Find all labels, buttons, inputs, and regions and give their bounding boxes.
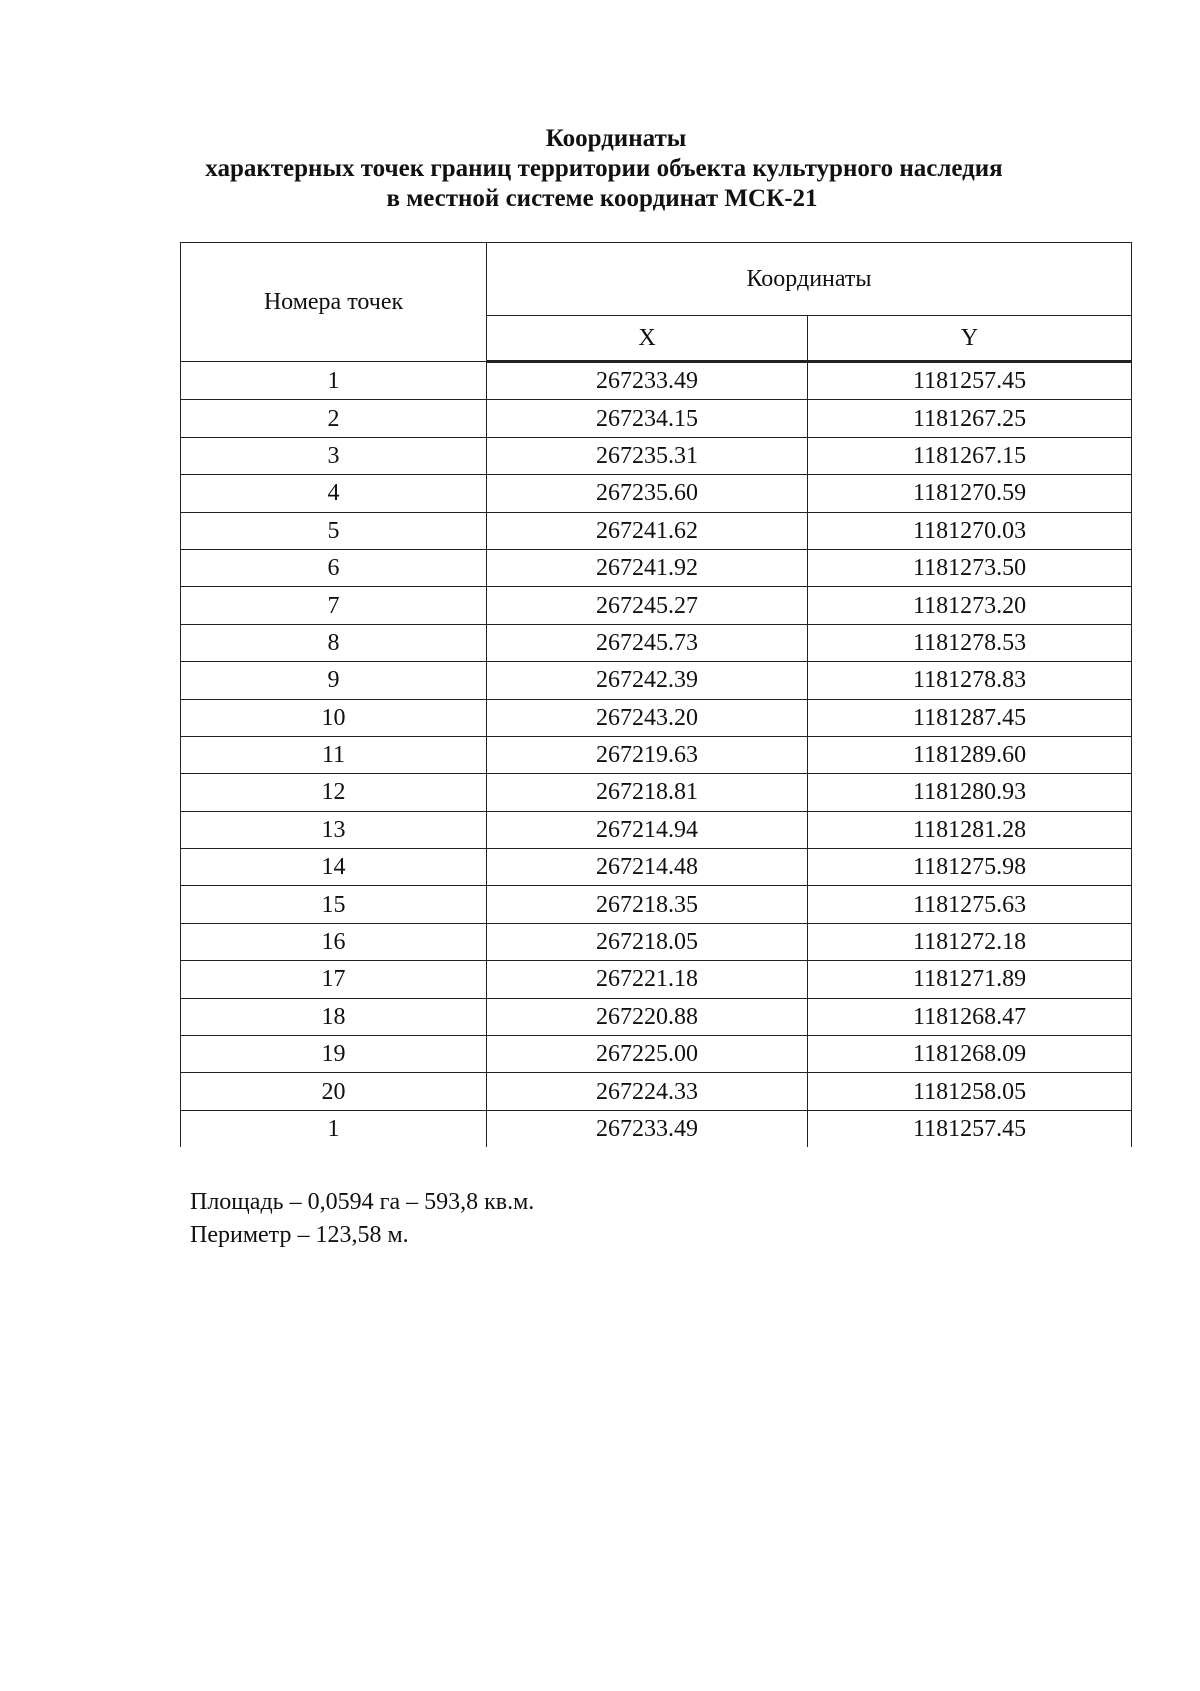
- y-coordinate-cell: 1181272.18: [808, 923, 1132, 960]
- table-row: [181, 699, 1132, 736]
- point-number-cell: 12: [181, 774, 487, 811]
- table-row: [181, 624, 1132, 661]
- x-coordinate-cell: 267242.39: [487, 662, 808, 699]
- y-coordinate-cell: 1181258.05: [808, 1073, 1132, 1110]
- y-coordinate-cell: 1181268.09: [808, 1036, 1132, 1073]
- point-number-cell: 9: [181, 662, 487, 699]
- y-coordinate-cell: 1181278.83: [808, 662, 1132, 699]
- table-row: [181, 549, 1132, 586]
- y-coordinate-cell: 1181257.45: [808, 1110, 1132, 1147]
- y-coordinate-cell: 1181267.15: [808, 437, 1132, 474]
- point-number-cell: 1: [181, 362, 487, 400]
- table-row: [181, 961, 1132, 998]
- y-coordinate-cell: 1181278.53: [808, 624, 1132, 661]
- table-row: [181, 1036, 1132, 1073]
- table-row: [181, 774, 1132, 811]
- point-number-cell: 14: [181, 849, 487, 886]
- y-coordinate-cell: 1181289.60: [808, 736, 1132, 773]
- point-number-cell: 10: [181, 699, 487, 736]
- table-row: [181, 362, 1132, 400]
- x-coordinate-cell: 267218.81: [487, 774, 808, 811]
- y-coordinate-cell: 1181275.98: [808, 849, 1132, 886]
- x-coordinate-cell: 267224.33: [487, 1073, 808, 1110]
- x-coordinate-cell: 267218.05: [487, 923, 808, 960]
- summary-block: [190, 1186, 534, 1252]
- x-coordinate-cell: 267214.48: [487, 849, 808, 886]
- y-coordinate-cell: 1181271.89: [808, 961, 1132, 998]
- header-point-numbers: Номера точек: [181, 243, 487, 362]
- x-coordinate-cell: 267241.62: [487, 512, 808, 549]
- table-row: [181, 736, 1132, 773]
- table-row: [181, 662, 1132, 699]
- table-row: [181, 400, 1132, 437]
- x-coordinate-cell: 267214.94: [487, 811, 808, 848]
- y-coordinate-cell: 1181275.63: [808, 886, 1132, 923]
- table-row: [181, 437, 1132, 474]
- y-coordinate-cell: 1181280.93: [808, 774, 1132, 811]
- point-number-cell: 8: [181, 624, 487, 661]
- perimeter-text: Периметр – 123,58 м.: [190, 1222, 409, 1248]
- x-coordinate-cell: 267218.35: [487, 886, 808, 923]
- point-number-cell: 2: [181, 400, 487, 437]
- x-coordinate-cell: 267245.73: [487, 624, 808, 661]
- x-coordinate-cell: 267225.00: [487, 1036, 808, 1073]
- point-number-cell: 4: [181, 475, 487, 512]
- point-number-cell: 17: [181, 961, 487, 998]
- point-number-cell: 3: [181, 437, 487, 474]
- y-coordinate-cell: 1181273.50: [808, 549, 1132, 586]
- x-coordinate-cell: 267235.60: [487, 475, 808, 512]
- x-coordinate-cell: 267233.49: [487, 362, 808, 400]
- title-line-3: в местной системе координат МСК-21: [386, 185, 818, 212]
- title-line-2: характерных точек границ территории объекта культурного наследия: [205, 155, 1003, 182]
- point-number-cell: 16: [181, 923, 487, 960]
- table-row: [181, 849, 1132, 886]
- point-number-cell: 13: [181, 811, 487, 848]
- header-x: X: [487, 316, 808, 362]
- table-body: [181, 362, 1132, 1148]
- coordinates-table: [180, 242, 1132, 1147]
- point-number-cell: 20: [181, 1073, 487, 1110]
- x-coordinate-cell: 267233.49: [487, 1110, 808, 1147]
- header-coordinates: Координаты: [487, 243, 1132, 316]
- document-title: [0, 124, 1200, 214]
- point-number-cell: 5: [181, 512, 487, 549]
- point-number-cell: 6: [181, 549, 487, 586]
- point-number-cell: 7: [181, 587, 487, 624]
- table-row: [181, 1110, 1132, 1147]
- header-y: Y: [808, 316, 1132, 362]
- x-coordinate-cell: 267220.88: [487, 998, 808, 1035]
- table-row: [181, 475, 1132, 512]
- table-row: [181, 998, 1132, 1035]
- table-row: [181, 923, 1132, 960]
- y-coordinate-cell: 1181270.59: [808, 475, 1132, 512]
- point-number-cell: 11: [181, 736, 487, 773]
- x-coordinate-cell: 267234.15: [487, 400, 808, 437]
- table-row: [181, 886, 1132, 923]
- y-coordinate-cell: 1181281.28: [808, 811, 1132, 848]
- y-coordinate-cell: 1181268.47: [808, 998, 1132, 1035]
- y-coordinate-cell: 1181273.20: [808, 587, 1132, 624]
- title-line-1: Координаты: [545, 125, 687, 152]
- y-coordinate-cell: 1181287.45: [808, 699, 1132, 736]
- table-row: [181, 811, 1132, 848]
- point-number-cell: 1: [181, 1110, 487, 1147]
- table-row: [181, 587, 1132, 624]
- point-number-cell: 19: [181, 1036, 487, 1073]
- x-coordinate-cell: 267221.18: [487, 961, 808, 998]
- x-coordinate-cell: 267241.92: [487, 549, 808, 586]
- y-coordinate-cell: 1181270.03: [808, 512, 1132, 549]
- x-coordinate-cell: 267245.27: [487, 587, 808, 624]
- point-number-cell: 18: [181, 998, 487, 1035]
- point-number-cell: 15: [181, 886, 487, 923]
- x-coordinate-cell: 267243.20: [487, 699, 808, 736]
- table-row: [181, 1073, 1132, 1110]
- area-text: Площадь – 0,0594 га – 593,8 кв.м.: [190, 1189, 535, 1215]
- x-coordinate-cell: 267219.63: [487, 736, 808, 773]
- x-coordinate-cell: 267235.31: [487, 437, 808, 474]
- y-coordinate-cell: 1181257.45: [808, 362, 1132, 400]
- table-row: [181, 512, 1132, 549]
- y-coordinate-cell: 1181267.25: [808, 400, 1132, 437]
- table-header: [181, 243, 1132, 362]
